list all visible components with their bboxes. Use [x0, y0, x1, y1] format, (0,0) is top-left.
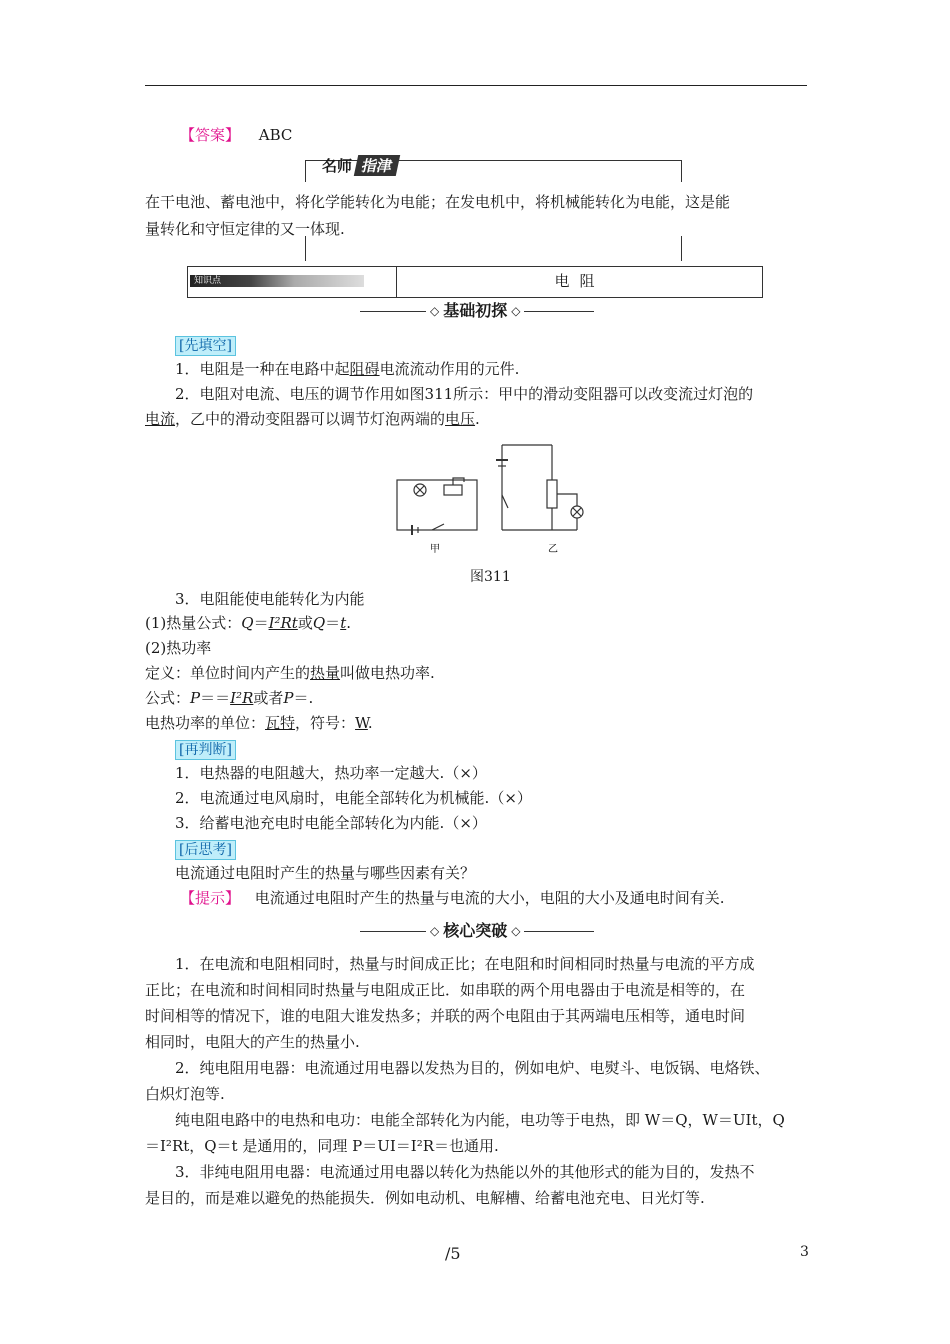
- badge-text-a: 名师: [322, 156, 353, 175]
- answer-line: [180, 124, 292, 146]
- page-fraction: /5: [445, 1244, 461, 1263]
- fill-item-2: 2．电阻对电流、电压的调节作用如图311所示：甲中的滑动变阻器可以改变流过灯泡的: [175, 385, 754, 403]
- core-p1-l4: 相同时，电阻大的产生的热量小.: [145, 1033, 360, 1051]
- page-number: 3: [800, 1244, 809, 1260]
- teacher-tip-line2: 量转化和守恒定律的又一体现.: [145, 220, 345, 238]
- diamond-icon: ◇: [430, 304, 440, 318]
- heat-power-formula: 公式：P＝＝I²R或者P＝.: [145, 689, 314, 707]
- core-p3-l1: 纯电阻电路中的电热和电功：电能全部转化为内能，电功等于电热，即 W＝Q，W＝UIt，Q: [175, 1111, 785, 1129]
- hint-line: [180, 887, 725, 909]
- core-p2-l1: 2．纯电阻用电器：电流通过用电器以发热为目的，例如电炉、电熨斗、电饭锅、电烙铁、: [175, 1059, 770, 1077]
- heat-formula-line: (1)热量公式：Q＝I²Rt或Q＝t.: [145, 614, 351, 632]
- circuit-a-loop: [397, 480, 477, 530]
- tag-think: [后思考]: [175, 838, 236, 860]
- core-p3-l2: ＝I²Rt，Q＝t 是通用的，同理 P＝UI＝I²R＝也通用.: [145, 1137, 499, 1155]
- divider-basic-text: 基础初探: [443, 301, 508, 320]
- core-p1-l2: 正比；在电流和时间相同时热量与电阻成正比．如串联的两个用电器由于电流是相等的，在: [145, 981, 746, 999]
- section-title: 电阻: [554, 272, 605, 290]
- core-p2-l2: 白炽灯泡等.: [145, 1085, 225, 1103]
- section-heading: [187, 266, 763, 298]
- core-p4-l2: 是目的，而是难以避免的热能损失．例如电动机、电解槽、给蓄电池充电、日光灯等.: [145, 1189, 705, 1207]
- core-p1-l1: 1．在电流和电阻相同时，热量与时间成正比；在电阻和时间相同时热量与电流的平方成: [175, 955, 755, 973]
- heat-power-definition: 定义：单位时间内产生的热量叫做电热功率.: [145, 664, 435, 682]
- judge-item-2: 2．电流通过电风扇时，电能全部转化为机械能.（×）: [175, 789, 532, 807]
- divider-core: [360, 920, 594, 942]
- item3-title: 3．电阻能使电能转化为内能: [175, 590, 365, 608]
- hint-label: 【提示】: [180, 889, 241, 907]
- fill-item-1: 1．电阻是一种在电路中起阻碍电流流动作用的元件.: [175, 360, 520, 378]
- rheostat-a-icon: [444, 485, 462, 495]
- teacher-tip-badge: [318, 154, 398, 176]
- tag-judge: [再判断]: [175, 738, 236, 760]
- figure-label-a: 甲: [430, 544, 440, 555]
- think-question: 电流通过电阻时产生的热量与哪些因素有关？: [175, 864, 476, 882]
- divider-core-text: 核心突破: [443, 921, 508, 940]
- heat-power-title: (2)热功率: [145, 639, 212, 657]
- hint-text: 电流通过电阻时产生的热量与电流的大小，电阻的大小及通电时间有关.: [254, 889, 725, 907]
- core-p1-l3: 时间相等的情况下，谁的电阻大谁发热多；并联的两个电阻由于其两端电压相等，通电时间: [145, 1007, 746, 1025]
- judge-item-1: 1．电热器的电阻越大，热功率一定越大.（×）: [175, 764, 487, 782]
- diamond-icon: ◇: [430, 924, 440, 938]
- diamond-icon: ◇: [511, 304, 521, 318]
- fill-item-2-cont: 电流，乙中的滑动变阻器可以调节灯泡两端的电压.: [145, 410, 480, 428]
- figure-caption: 图311: [470, 569, 511, 585]
- answer-label: 【答案】: [180, 126, 241, 144]
- core-p4-l1: 3．非纯电阻用电器：电流通过用电器以转化为热能以外的其他形式的能为目的，发热不: [175, 1163, 755, 1181]
- figure-label-b: 乙: [548, 544, 558, 555]
- judge-item-3: 3．给蓄电池充电时电能全部转化为内能.（×）: [175, 814, 487, 832]
- heat-power-unit: 电热功率的单位：瓦特，符号：W.: [145, 714, 373, 732]
- divider-basic: [360, 300, 594, 322]
- tag-fill: [先填空]: [175, 334, 236, 356]
- rheostat-b-icon: [547, 480, 557, 508]
- circuit-figure: [392, 440, 592, 560]
- answer-value: ABC: [258, 126, 293, 144]
- diamond-icon: ◇: [511, 924, 521, 938]
- teacher-tip-line1: 在干电池、蓄电池中，将化学能转化为电能；在发电机中，将机械能转化为电能，这是能: [145, 193, 731, 211]
- badge-text-b: 指津: [354, 155, 400, 176]
- header-rule: [145, 85, 807, 86]
- knowledge-point-band: 知识点: [190, 275, 364, 287]
